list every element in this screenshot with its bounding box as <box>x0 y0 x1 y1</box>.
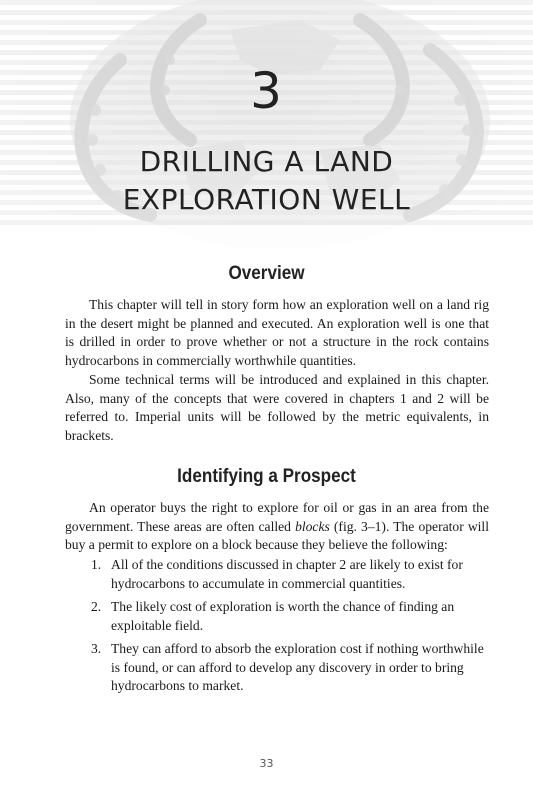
section-heading-identifying-prospect: Identifying a Prospect <box>177 466 356 487</box>
list-item-text: They can afford to absorb the exploration cost if nothing worthwhile is found, or can afford to develop any discovery in order to bring hydrocarbons to market. <box>111 641 484 693</box>
chapter-title <box>0 143 533 219</box>
list-item <box>65 598 489 635</box>
globe-octopus-watermark-icon <box>0 0 533 270</box>
list-item-number: 3. <box>91 641 102 656</box>
chapter-banner-decoration <box>0 0 533 270</box>
prospect-intro-paragraph <box>65 499 489 555</box>
overview-paragraph: This chapter will tell in story form how an exploration well on a land rig in the desert might be planned and executed. An exploration well is one that is drilled in order to prove whether or not a structure in the rock contains hydrocarbons in commercially worthwhile quantities. <box>65 297 489 368</box>
page-number: 33 <box>259 757 274 770</box>
prospect-intro-text: An operator buys the right to explore for oil or gas in an area from the government. These areas are often called <box>65 500 489 534</box>
prospect-intro-text: (fig. 3–1). The operator will buy a permit to explore on a block because they believe the following: <box>65 518 489 552</box>
chapter-title-line-2: EXPLORATION WELL <box>122 183 411 216</box>
list-item-number: 2. <box>91 599 102 614</box>
chapter-number: 3 <box>250 62 283 120</box>
list-item <box>65 640 489 696</box>
section-heading-overview: Overview <box>228 263 305 284</box>
list-item-text: All of the conditions discussed in chapter 2 are likely to exist for hydrocarbons to accumulate in commercial quantities. <box>111 557 463 591</box>
overview-paragraph: Some technical terms will be introduced and explained in this chapter. Also, many of the concepts that were covered in chapters 1 and 2 will be referred to. Imperial units will be followed by the metric equivalents, in brackets. <box>65 372 489 443</box>
list-item-number: 1. <box>91 557 102 572</box>
blocks-term: blocks <box>295 518 330 534</box>
list-item-text: The likely cost of exploration is worth the chance of finding an exploitable field. <box>111 599 455 633</box>
list-item <box>65 556 489 593</box>
chapter-title-line-1: DRILLING A LAND <box>139 145 394 178</box>
belief-list <box>65 556 489 701</box>
